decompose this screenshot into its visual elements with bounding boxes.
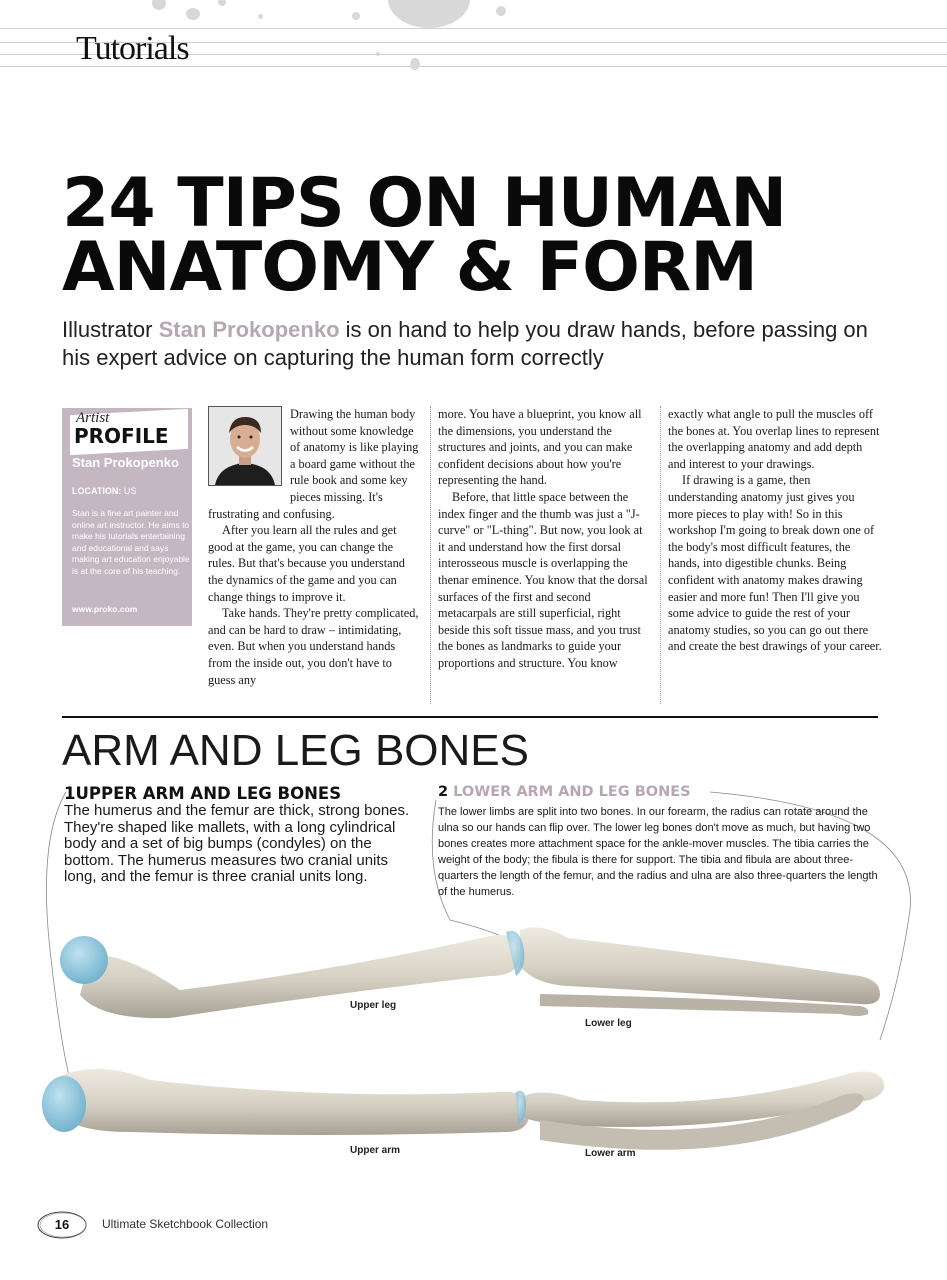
body-paragraph: more. You have a blueprint, you know all the dimensions, you understand the structures and joints, and you can make confident decisions about how you're representing the hand. — [438, 407, 642, 488]
column-divider — [430, 406, 431, 704]
body-column-1 — [208, 406, 422, 688]
label-lower-arm: Lower arm — [585, 1148, 636, 1159]
body-paragraph: After you learn all the rules and get good at the game, you can change the rules. But that's because you understand the dynamics of the game and you can change things to improve it. — [208, 523, 405, 604]
body-paragraph: exactly what angle to pull the muscles off the bones at. You overlap lines to represent the overlapping anatomy and add depth and interest to your drawings. — [668, 407, 880, 471]
section-heading: ARM AND LEG BONES — [62, 726, 530, 775]
label-upper-arm: Upper arm — [350, 1145, 401, 1156]
femur-bone — [60, 935, 520, 1018]
label-lower-leg: Lower leg — [585, 1018, 632, 1029]
article-standfirst: Illustrator Stan Prokopenko is on hand to help you draw hands, before passing on his expert advice on capturing the human form correctly — [62, 317, 868, 370]
profile-url[interactable]: www.proko.com — [72, 604, 138, 614]
profile-location: LOCATION: US — [72, 486, 137, 496]
tip-1-heading: 1UPPER ARM AND LEG BONES — [64, 784, 342, 803]
label-upper-leg: Upper leg — [350, 1000, 397, 1011]
body-paragraph: Take hands. They're pretty complicated, and can be hard to draw – intimidating, even. But when you understand hands from the inside out, you don't have to guess any — [208, 606, 419, 687]
body-paragraph: Before, that little space between the index finger and the thumb was just a "J-curve" or "L-thing". But now, you look at it and understand how the first dorsal interosseous muscle is overlapping the thenar eminence. You know that the dorsal surfaces of the first and second metacarpals are still superficial, right beside this soft tissue mass, and you trust the bones as landmarks to guide your proportions and structure. You know — [438, 489, 648, 670]
artist-profile-box — [62, 408, 192, 626]
title-line-1: 24 TIPS ON HUMAN — [62, 164, 787, 243]
section-rule — [62, 716, 878, 718]
tibia-fibula — [506, 927, 880, 1016]
tip-2-heading: 2 LOWER ARM AND LEG BONES — [438, 784, 691, 800]
profile-name: Stan Prokopenko — [72, 455, 179, 470]
publication-name: Ultimate Sketchbook Collection — [102, 1217, 269, 1231]
profile-bio: Stan is a fine art painter and online art instructor. He aims to make his tutorials entertaining and educational and says making art education enjoyable is at the core of his teaching. — [72, 508, 190, 576]
humerus-bone — [42, 1069, 530, 1135]
radius-ulna — [516, 1071, 884, 1149]
profile-artist-label: Artist — [76, 410, 110, 426]
page-number: 16 — [54, 1217, 70, 1232]
profile-heading: PROFILE — [74, 424, 169, 448]
section-label: Tutorials — [76, 30, 189, 67]
author-name: Stan Prokopenko — [158, 317, 340, 342]
body-column-3 — [668, 406, 882, 655]
title-line-2: ANATOMY & FORM — [62, 228, 757, 307]
author-photo — [208, 406, 282, 486]
page-number-badge — [36, 1210, 88, 1240]
body-paragraph: If drawing is a game, then understanding anatomy just gives you more pieces to play with! So in this workshop I'm going to break down one of the body's most difficult features, the hands, into digestible chunks. Being confident with anatomy makes drawing easier and more fun! Then I'll give you some advice to guide the rest of your anatomy studies, so you can go out there and create the best drawings of your career. — [668, 473, 882, 654]
tip-2-text: The lower limbs are split into two bones. In our forearm, the radius can rotate around the ulna so our hands can flip over. The lower leg bones don't move as much, but having two bones creates more attachment space for the ankle-mover muscles. The tibia carries the weight of the body; the fibula is there for support. The tibia and fibula are about three-quarters the length of the femur, and the radius and ulna are also three-quarters the length of the humerus. — [438, 806, 878, 898]
body-paragraph: Drawing the human body without some knowledge of anatomy is like playing a board game without the rule book and some key pieces missing. It's frustrating and confusing. — [208, 407, 419, 521]
body-column-2 — [438, 406, 652, 672]
tip-1-text: The humerus and the femur are thick, strong bones. They're shaped like mallets, with a long cylindrical body and a set of big bumps (condyles) on the bottom. The humerus measures two cranial units long, and the femur is three cranial units long. — [64, 802, 410, 885]
column-divider — [660, 406, 661, 704]
article-title — [62, 164, 922, 307]
